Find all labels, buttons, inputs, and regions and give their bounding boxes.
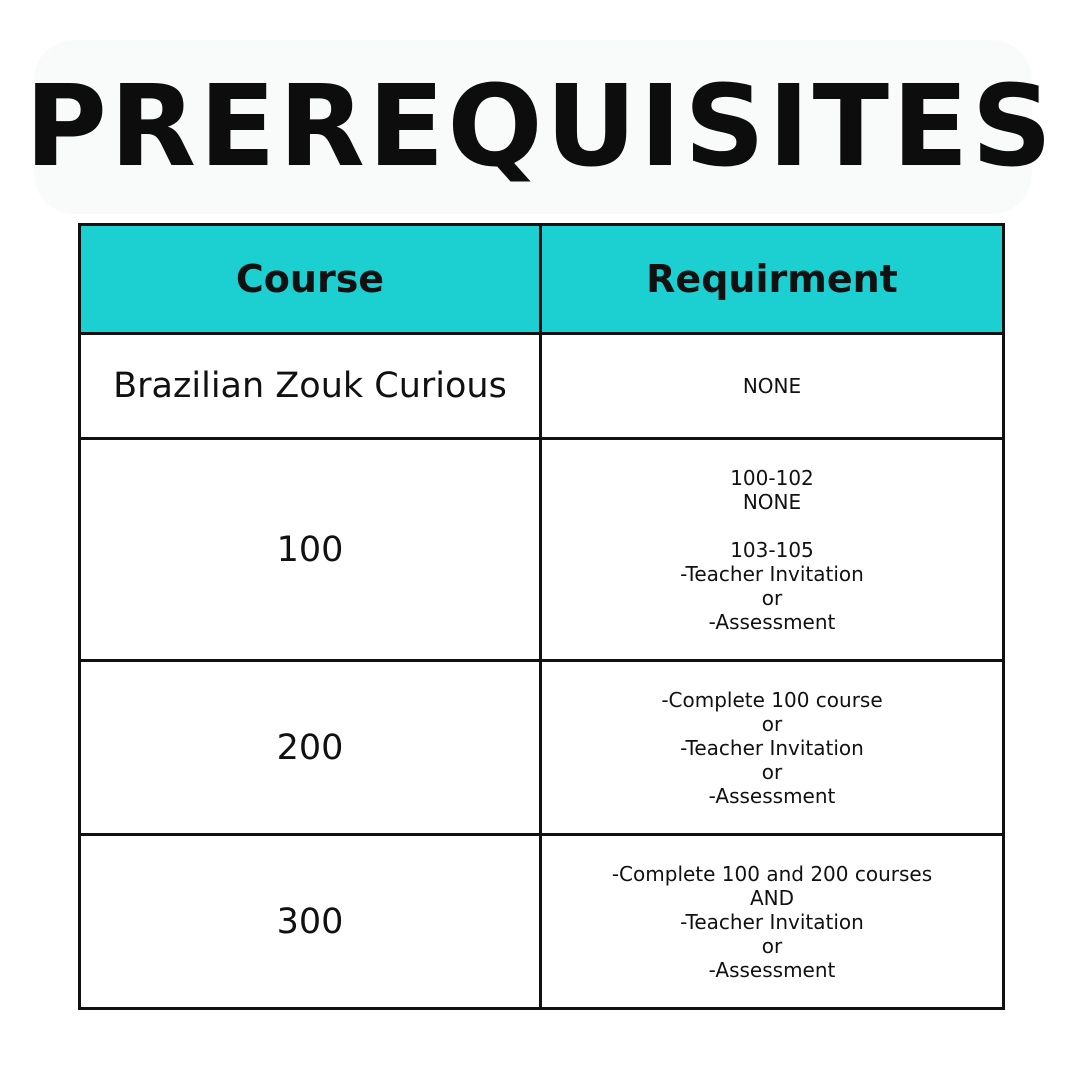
table-row	[80, 334, 1004, 439]
table-row	[80, 439, 1004, 661]
page-title: PREREQUISITES	[24, 62, 1056, 192]
requirement-cell	[541, 835, 1004, 1009]
header-requirement: Requirment	[541, 225, 1004, 334]
requirement-line: 100-102	[730, 465, 814, 490]
course-cell: 200	[80, 661, 541, 835]
requirement-line: or	[761, 585, 783, 610]
requirement-cell	[541, 661, 1004, 835]
header-course: Course	[80, 225, 541, 334]
requirement-cell	[541, 334, 1004, 439]
requirement-line: or	[761, 759, 783, 784]
requirement-line: or	[761, 933, 783, 958]
requirement-line: -Assessment	[708, 783, 836, 808]
requirement-line: or	[761, 711, 783, 736]
requirement-line: 103-105	[730, 537, 814, 562]
course-cell: 100	[80, 439, 541, 661]
requirement-line: NONE	[742, 489, 802, 514]
prerequisites-table-container	[78, 223, 1002, 1010]
table-header-row	[80, 225, 1004, 334]
requirement-line: -Complete 100 course	[661, 687, 883, 712]
course-cell: 300	[80, 835, 541, 1009]
requirement-line: AND	[749, 885, 795, 910]
requirement-line: -Teacher Invitation	[680, 909, 864, 934]
prerequisites-table	[78, 223, 1005, 1010]
requirement-line: NONE	[742, 374, 802, 398]
table-row	[80, 835, 1004, 1009]
table-row	[80, 661, 1004, 835]
requirement-line: -Complete 100 and 200 courses	[611, 861, 933, 886]
requirement-line: -Teacher Invitation	[680, 735, 864, 760]
requirement-line: -Assessment	[708, 609, 836, 634]
requirement-cell	[541, 439, 1004, 661]
course-cell: Brazilian Zouk Curious	[80, 334, 541, 439]
requirement-line: -Assessment	[708, 957, 836, 982]
requirement-line	[550, 514, 994, 538]
requirement-line: -Teacher Invitation	[680, 561, 864, 586]
